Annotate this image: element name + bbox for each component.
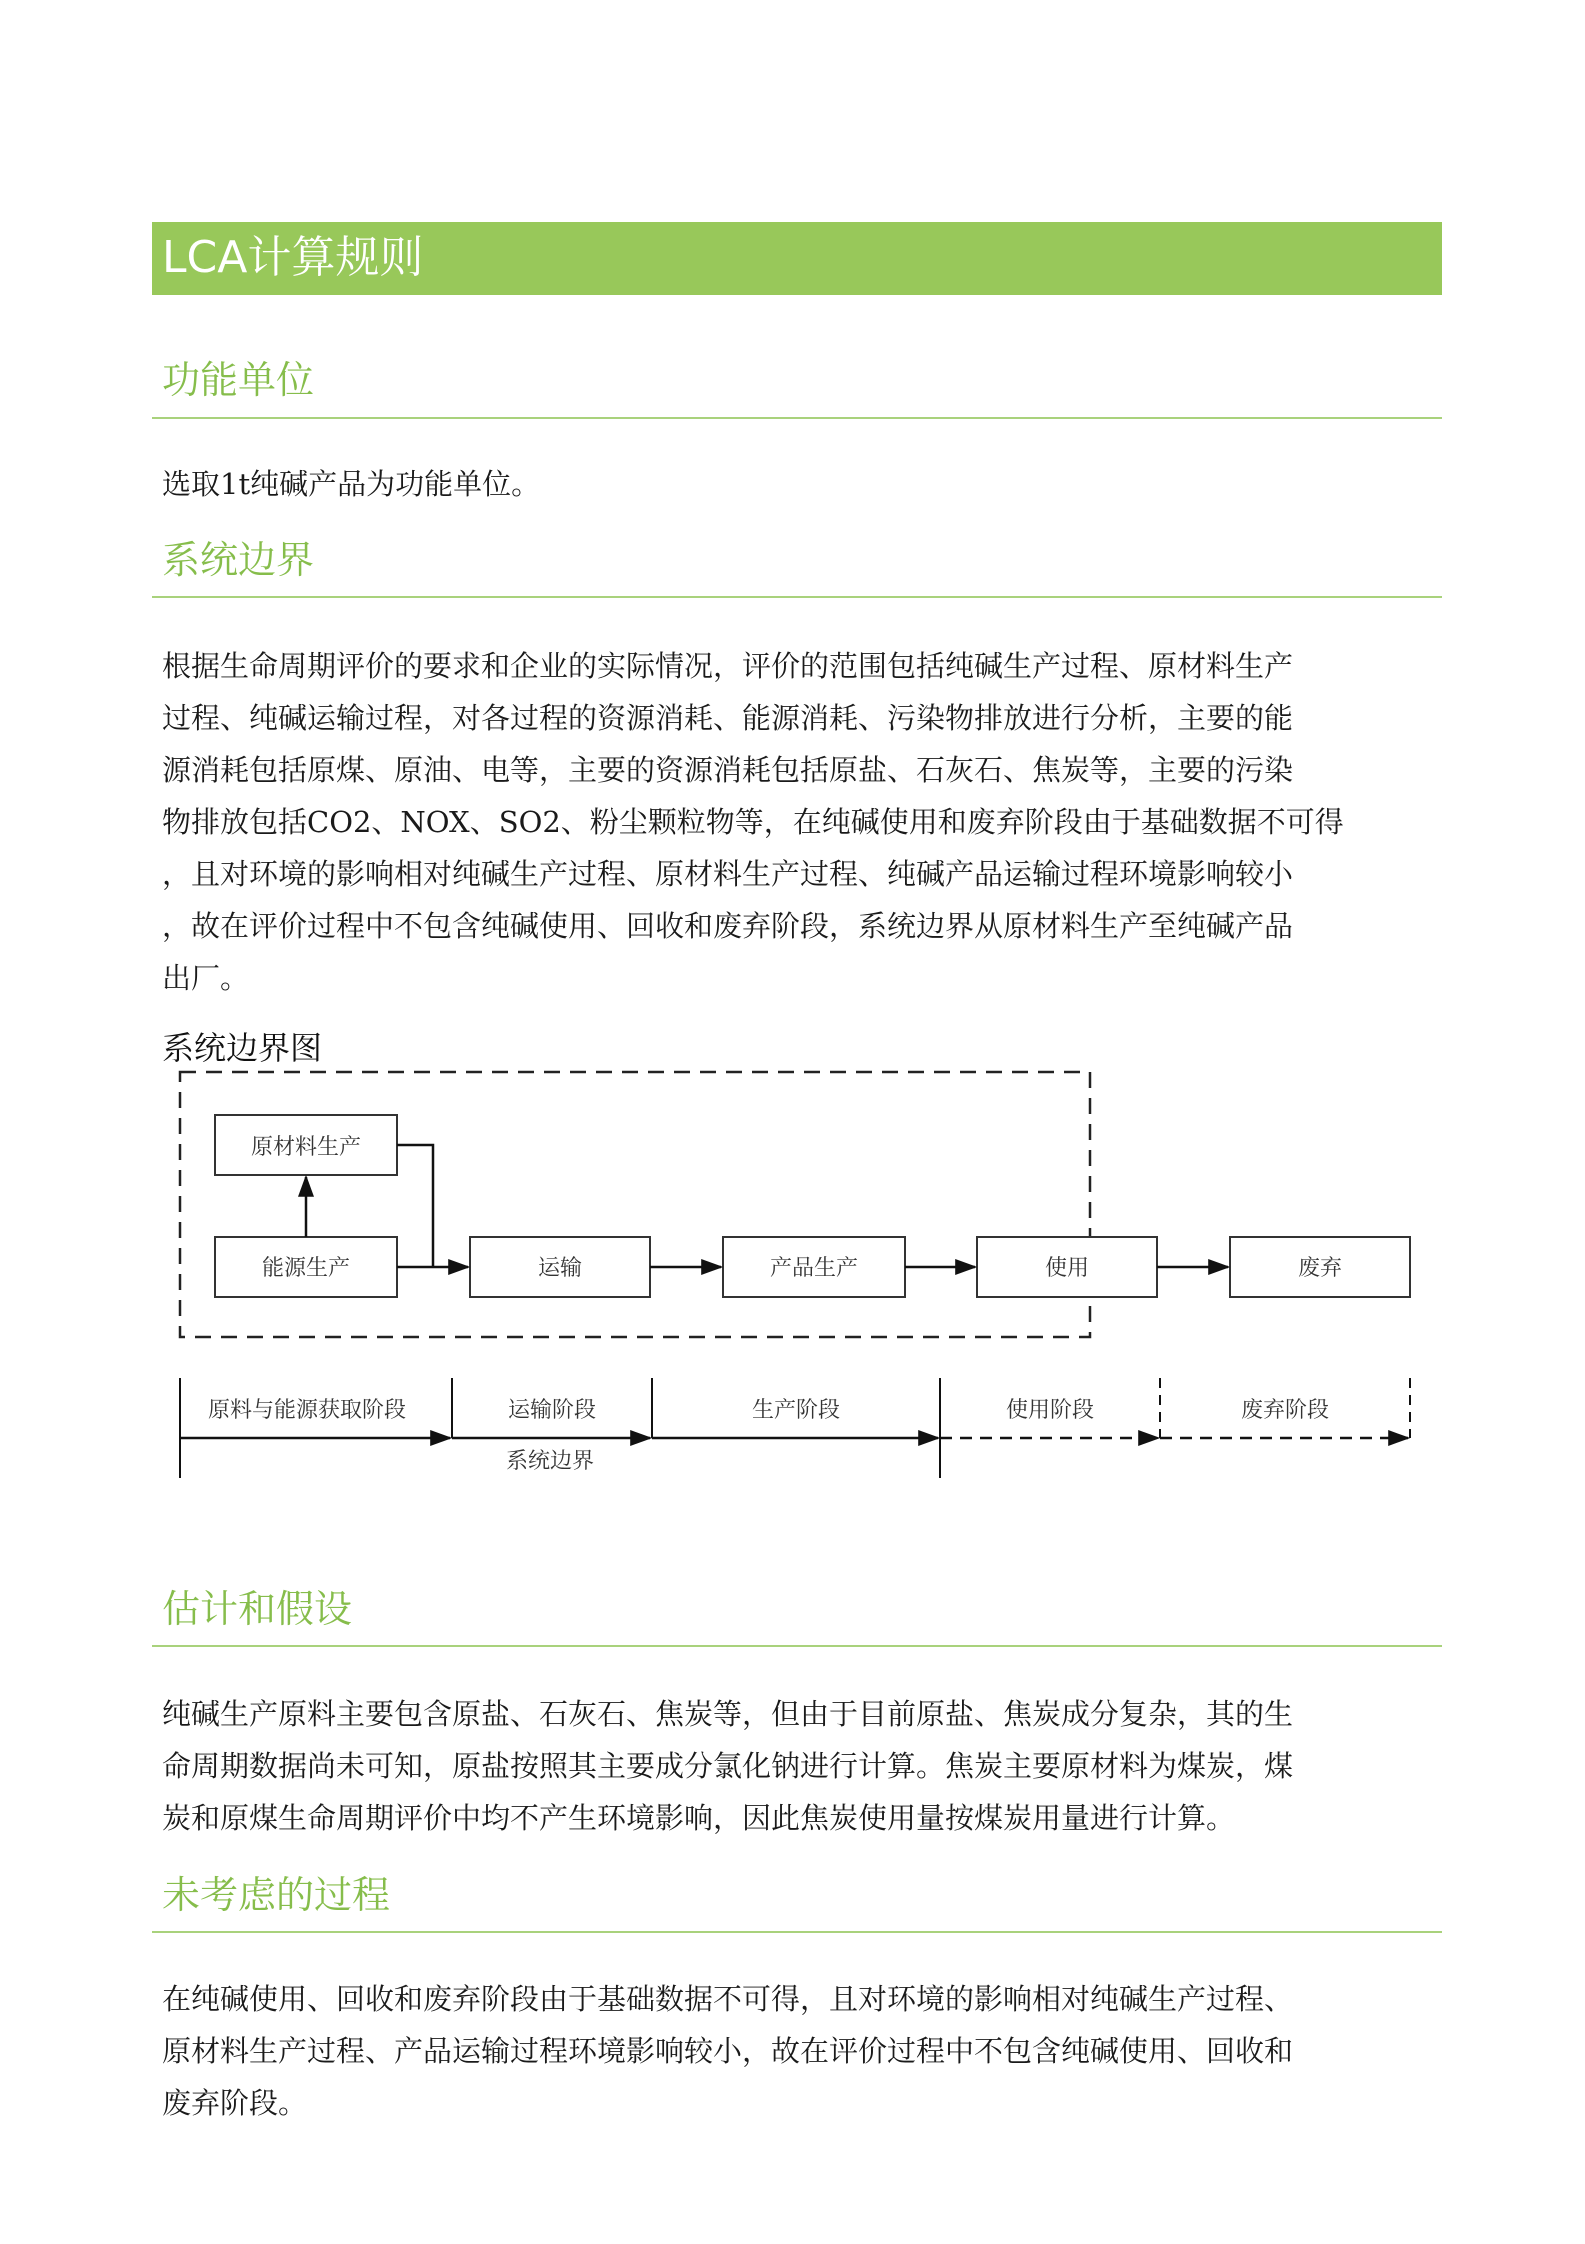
box-disposal [1230, 1237, 1410, 1297]
box-production [723, 1237, 905, 1297]
paragraph-line: 命周期数据尚未可知，原盐按照其主要成分氯化钠进行计算。焦炭主要原材料为煤炭，煤 [162, 1749, 1294, 1783]
box-label: 产品生产 [769, 1256, 859, 1281]
paragraph-line: ，且对环境的影响相对纯碱生产过程、原材料生产过程、纯碱产品运输过程环境影响较小 [162, 857, 1294, 891]
box-label: 运输 [537, 1256, 583, 1281]
stage-label-disposal: 废弃阶段 [1240, 1398, 1330, 1423]
excluded-text [162, 1973, 1432, 2129]
section-heading-excluded: 未考虑的过程 [162, 1873, 391, 1917]
stage-label-acquisition: 原料与能源获取阶段 [207, 1398, 407, 1423]
stage-label-production: 生产阶段 [751, 1398, 841, 1423]
paragraph-line: 出厂。 [162, 961, 250, 995]
paragraph-line: 纯碱生产原料主要包含原盐、石灰石、焦炭等，但由于目前原盐、焦炭成分复杂，其的生 [162, 1697, 1294, 1731]
functional-unit-text [162, 458, 1432, 510]
box-use [977, 1237, 1157, 1297]
paragraph-line: 源消耗包括原煤、原油、电等，主要的资源消耗包括原盐、石灰石、焦炭等，主要的污染 [162, 753, 1294, 787]
paragraph-line: 选取1t纯碱产品为功能单位。 [162, 467, 541, 501]
box-label: 原材料生产 [250, 1135, 362, 1160]
section-heading-functional-unit: 功能单位 [162, 358, 315, 402]
paragraph-line: 炭和原煤生命周期评价中均不产生环境影响，因此焦炭使用量按煤炭用量进行计算。 [162, 1801, 1236, 1835]
system-boundary-text [162, 640, 1432, 1004]
paragraph-line: 原材料生产过程、产品运输过程环境影响较小，故在评价过程中不包含纯碱使用、回收和 [162, 2034, 1294, 2068]
section-heading-assumptions: 估计和假设 [162, 1587, 353, 1631]
box-label: 使用 [1044, 1256, 1090, 1281]
boundary-label: 系统边界 [505, 1449, 595, 1474]
stage-label-transport: 运输阶段 [507, 1398, 597, 1423]
section-divider [152, 596, 1442, 598]
figure-caption: 系统边界图 [162, 1029, 323, 1067]
section-heading-system-boundary: 系统边界 [162, 538, 315, 582]
stage-label-use: 使用阶段 [1005, 1398, 1095, 1423]
section-divider [152, 1645, 1442, 1647]
box-energy [215, 1237, 397, 1297]
paragraph-line: 废弃阶段。 [162, 2086, 308, 2120]
paragraph-line: 在纯碱使用、回收和废弃阶段由于基础数据不可得，且对环境的影响相对纯碱生产过程、 [162, 1982, 1294, 2016]
box-transport [470, 1237, 650, 1297]
assumptions-text [162, 1688, 1432, 1844]
system-boundary-diagram [150, 1060, 1430, 1490]
page-title: LCA计算规则 [162, 232, 424, 283]
paragraph-line: 根据生命周期评价的要求和企业的实际情况，评价的范围包括纯碱生产过程、原材料生产 [162, 649, 1294, 683]
box-label: 能源生产 [261, 1256, 351, 1281]
paragraph-line: ，故在评价过程中不包含纯碱使用、回收和废弃阶段，系统边界从原材料生产至纯碱产品 [162, 909, 1294, 943]
section-divider [152, 1931, 1442, 1933]
section-divider [152, 417, 1442, 419]
page-title-bar [152, 222, 1442, 295]
line-raw-to-transport [397, 1145, 433, 1267]
box-label: 废弃 [1297, 1256, 1343, 1281]
paragraph-line: 过程、纯碱运输过程，对各过程的资源消耗、能源消耗、污染物排放进行分析，主要的能 [162, 701, 1294, 735]
paragraph-line: 物排放包括CO2、NOX、SO2、粉尘颗粒物等，在纯碱使用和废弃阶段由于基础数据不可得 [162, 805, 1344, 839]
box-raw-material [215, 1115, 397, 1175]
